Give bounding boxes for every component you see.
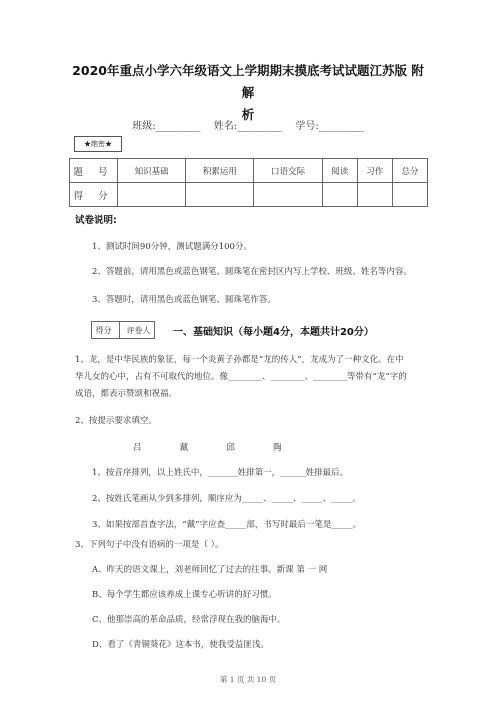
header-cell: 积累运用 — [186, 159, 254, 183]
header-cell: 口语交际 — [254, 159, 322, 183]
page-footer: 第 1 页 共 10 页 — [219, 675, 277, 684]
secret-badge: ★绝密★ — [74, 136, 122, 152]
score-cell[interactable] — [118, 183, 186, 207]
score-table-header-row — [70, 159, 428, 183]
header-cell: 习作 — [357, 159, 392, 183]
score-row-label: 得 分 — [70, 183, 118, 207]
question-2-item: 3、如果按部首查字法，“戴”字应查_____部，书写时最后一笔是_____。 — [92, 520, 362, 530]
title-line-2: 析 — [241, 107, 255, 122]
score-cell[interactable] — [186, 183, 254, 207]
header-cell: 总分 — [392, 159, 427, 183]
question-3-option: B、每个学生都应该养成上课专心听讲的好习惯。 — [92, 590, 277, 600]
score-cell[interactable] — [322, 183, 357, 207]
question-2-item: 1、按音序排列，以上姓氏中，_______姓排第一，______姓排最后。 — [92, 468, 349, 478]
surname: 邱 — [226, 443, 235, 453]
question-1 — [75, 352, 427, 403]
header-cell: 题 号 — [70, 159, 118, 183]
question-1-line: 成语，都表示赞颂和祝福。 — [75, 389, 178, 399]
question-2-item: 2、按姓氏笔画从少到多排列，顺序应为_____、_____、_____、_____。 — [92, 494, 361, 504]
question-3-option: A、昨天的语文课上，刘老师回忆了过去的往事。新课 第 一 网 — [92, 565, 328, 575]
student-info-line — [0, 117, 496, 132]
class-field[interactable]: 班级:_________ — [132, 121, 201, 132]
question-2-stem: 2、按提示要求填空。 — [75, 416, 157, 426]
grader-name-label: 评卷人 — [126, 325, 151, 335]
score-cell[interactable] — [254, 183, 322, 207]
section-title: 一、基础知识（每小题4分，本题共计20分） — [173, 327, 374, 338]
student-id-field[interactable]: 学号:_________ — [295, 121, 364, 132]
question-3-stem: 3、下列句子中没有语病的一项是（ ）。 — [75, 540, 224, 550]
question-1-line: 1、龙，是中华民族的象征，每一个炎黄子孙都是“龙的传人”，龙成为了一种文化。在中 — [75, 355, 404, 365]
question-1-line: 华儿女的心中，占有不可取代的地位。像________、________、________等带有“龙”字的 — [75, 372, 407, 382]
question-3-option: C、他那崇高的革命品质，经常浮现在我的脑海中。 — [92, 615, 286, 625]
score-cell[interactable] — [392, 183, 427, 207]
divider — [119, 322, 120, 338]
surname: 戴 — [179, 443, 189, 453]
instruction-item: 3、答题时，请用黑色或蓝色钢笔、圆珠笔作答。 — [92, 295, 276, 305]
grader-box — [91, 321, 155, 339]
instructions-heading: 试卷说明: — [75, 215, 117, 226]
grader-score-label: 得分 — [95, 325, 112, 335]
header-cell: 知识基础 — [118, 159, 186, 183]
instruction-item: 1、测试时间90分钟，测试题满分100分。 — [92, 242, 252, 252]
score-table-score-row — [70, 183, 428, 207]
score-table — [69, 158, 428, 207]
surname: 吕 — [133, 443, 142, 453]
question-3-option: D、看了《青铜葵花》这本书，使我受益匪浅。 — [92, 640, 269, 650]
name-field[interactable]: 姓名:_________ — [213, 121, 283, 132]
header-cell: 阅读 — [322, 159, 357, 183]
title-line-1: 2020年重点小学六年级语文上学期期末摸底考试试题江苏版 附解 — [72, 63, 424, 100]
instruction-item: 2、答题前，请用黑色或蓝色钢笔、圆珠笔在密封区内写上学校、班级、姓名等内容。 — [92, 267, 412, 277]
score-cell[interactable] — [357, 183, 392, 207]
surname: 陶 — [273, 443, 282, 453]
surname-list — [133, 441, 317, 453]
